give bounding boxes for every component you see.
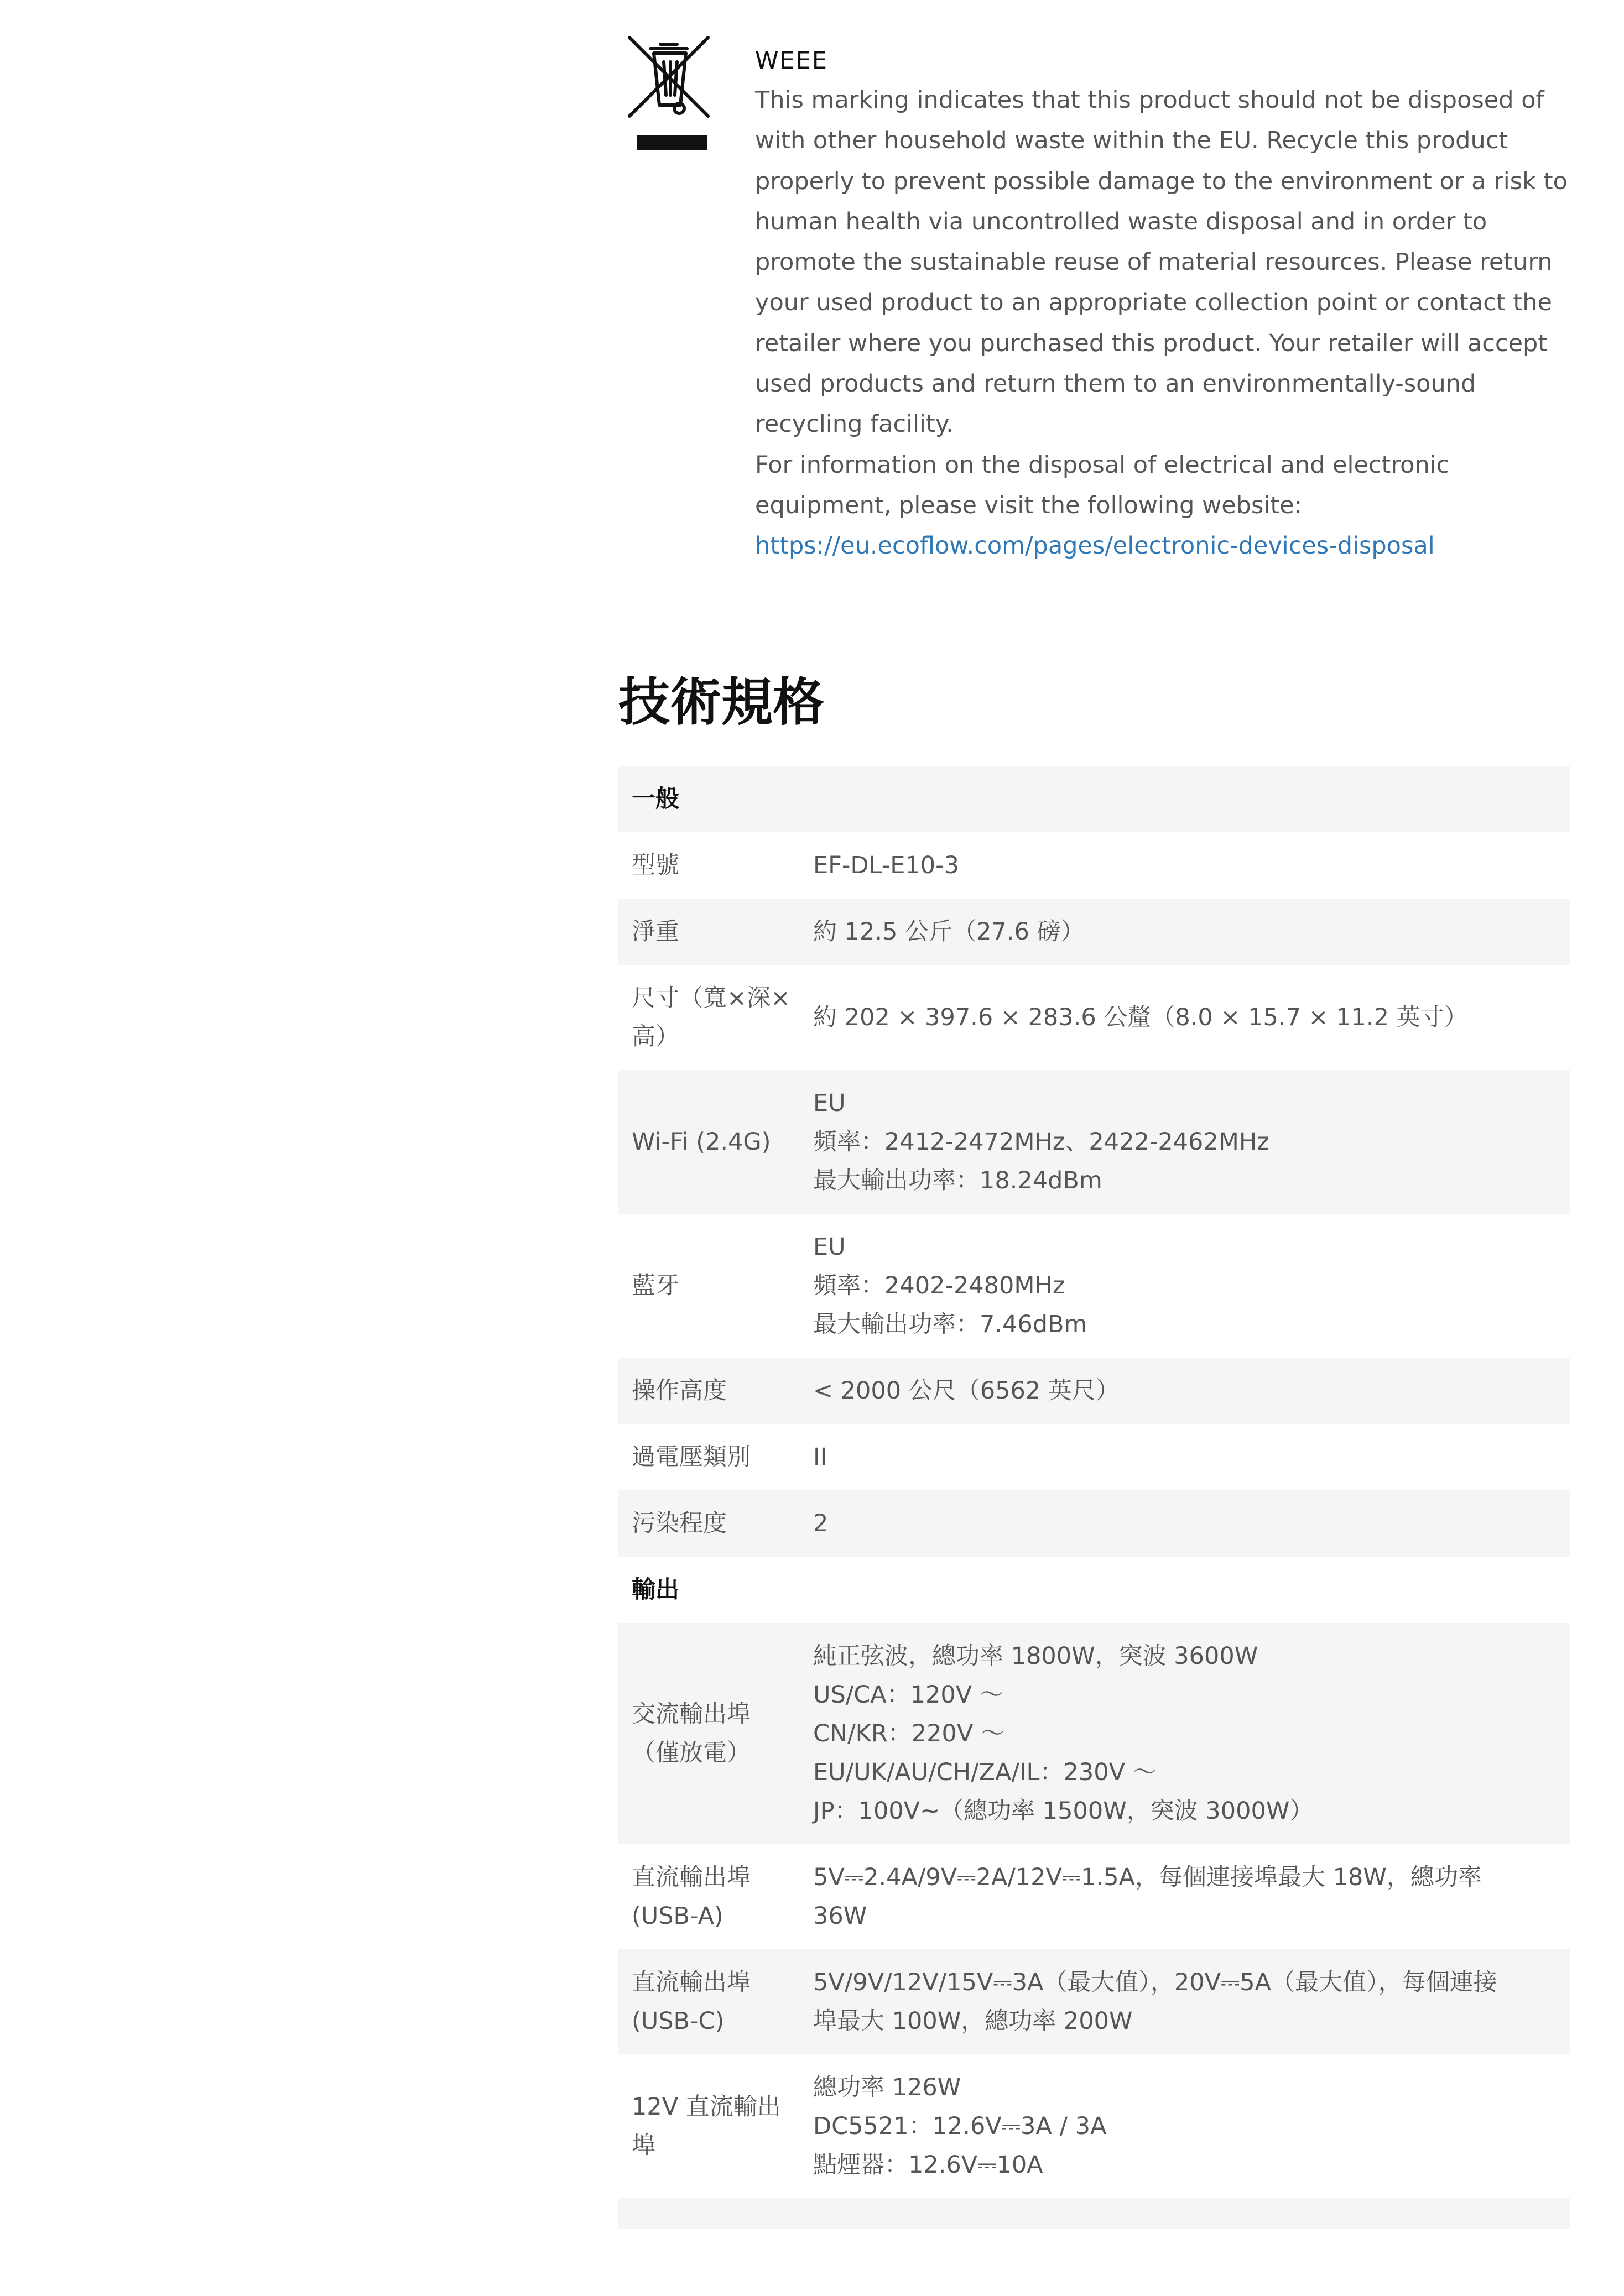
spec-value-line: 5V⎓2.4A/9V⎓2A/12V⎓1.5A，每個連接埠最大 18W，總功率 (813, 1864, 1482, 1891)
table-continuation-row (618, 2198, 1570, 2229)
spec-key-line: 12V 直流輸出 (632, 2093, 781, 2121)
spec-key-line: 尺寸（寬×深× (632, 984, 791, 1012)
weee-line: retailer where you purchased this product. Your retailer will accept (755, 329, 1548, 357)
spec-value-line: 純正弦波，總功率 1800W，突波 3600W (813, 1642, 1258, 1670)
spec-key-line: （僅放電） (632, 1739, 751, 1767)
weee-bin-icon (625, 33, 723, 156)
spec-key-line: (USB-C) (632, 2007, 725, 2035)
spec-value-line: CN/KR：220V ～ (813, 1720, 1004, 1747)
spec-key (618, 1858, 813, 1935)
spec-value: EF-DL-E10-3 (813, 852, 960, 879)
spec-title: 技術規格 (618, 672, 824, 732)
spec-value-line: US/CA：120V ～ (813, 1681, 1003, 1709)
spec-key: 淨重 (632, 918, 679, 946)
spec-row-dimensions (618, 965, 1570, 1070)
spec-table (618, 766, 1570, 2229)
spec-value-line: 點煙器：12.6V⎓10A (813, 2151, 1043, 2179)
spec-value (813, 1858, 1570, 1935)
spec-row-overvoltage (618, 1424, 1570, 1490)
spec-key (618, 1963, 813, 2041)
spec-value: 約 202 × 397.6 × 283.6 公釐（8.0 × 15.7 × 11.2 英寸） (813, 1004, 1468, 1031)
spec-value-line: DC5521：12.6V⎓3A / 3A (813, 2112, 1107, 2140)
section-header-general (618, 766, 1570, 832)
spec-value-line: 埠最大 100W，總功率 200W (813, 2007, 1133, 2035)
spec-value-line: EU (813, 1233, 846, 1261)
spec-key-line: 交流輸出埠 (632, 1700, 751, 1728)
weee-paragraph (755, 80, 1574, 526)
spec-row-usb-a (618, 1844, 1570, 1949)
spec-key-line: 埠 (632, 2132, 655, 2159)
spec-key: 型號 (632, 852, 679, 879)
spec-value: II (813, 1443, 827, 1471)
spec-row-dc12v (618, 2054, 1570, 2198)
spec-row-model (618, 832, 1570, 899)
spec-value-line: 頻率：2412-2472MHz、2422-2462MHz (813, 1128, 1269, 1156)
spec-row-pollution (618, 1490, 1570, 1557)
spec-value-line: EU/UK/AU/CH/ZA/IL：230V ～ (813, 1758, 1157, 1786)
weee-heading: WEEE (755, 47, 829, 75)
weee-line: human health via uncontrolled waste disposal and in order to (755, 207, 1487, 236)
spec-value-line: 最大輸出功率：18.24dBm (813, 1167, 1102, 1194)
spec-key (618, 979, 813, 1056)
spec-key (618, 2088, 813, 2165)
weee-line: equipment, please visit the following website: (755, 491, 1303, 519)
weee-line: used products and return them to an environmentally-sound (755, 370, 1476, 398)
spec-key: 過電壓類別 (632, 1443, 751, 1471)
weee-notice (755, 41, 1574, 567)
spec-value-line: 總功率 126W (813, 2074, 961, 2101)
spec-value: 2 (813, 1510, 829, 1537)
spec-value (813, 1637, 1570, 1830)
spec-value-line: 最大輸出功率：7.46dBm (813, 1311, 1087, 1338)
weee-line: This marking indicates that this product should not be disposed of (755, 86, 1544, 114)
spec-row-usb-c (618, 1949, 1570, 2054)
weee-line: properly to prevent possible damage to the environment or a risk to (755, 167, 1568, 195)
spec-key-line: 直流輸出埠 (632, 1864, 751, 1891)
spec-value: < 2000 公尺（6562 英尺） (813, 1377, 1120, 1405)
spec-value-line: 5V/9V/12V/15V⎓3A（最大值），20V⎓5A（最大值），每個連接 (813, 1969, 1497, 1996)
spec-row-wifi (618, 1070, 1570, 1214)
spec-key: 藍牙 (632, 1272, 679, 1300)
spec-value-line: EU (813, 1089, 846, 1117)
spec-value-line: 36W (813, 1902, 867, 1930)
weee-line: promote the sustainable reuse of material resources. Please return (755, 248, 1553, 276)
weee-line: your used product to an appropriate collection point or contact the (755, 289, 1552, 317)
weee-line: For information on the disposal of electrical and electronic (755, 451, 1450, 479)
spec-key: 操作高度 (632, 1377, 727, 1405)
spec-key-line: 直流輸出埠 (632, 1969, 751, 1996)
spec-row-weight (618, 899, 1570, 965)
spec-value-line: 頻率：2402-2480MHz (813, 1272, 1065, 1300)
spec-key: Wi-Fi (2.4G) (632, 1128, 771, 1156)
section-header-output (618, 1557, 1570, 1623)
spec-key-line: 高） (632, 1023, 679, 1051)
section-title: 輸出 (632, 1576, 679, 1604)
disposal-link[interactable]: https://eu.ecoflow.com/pages/electronic-devices-disposal (755, 532, 1435, 560)
spec-key-line: (USB-A) (632, 1902, 723, 1930)
weee-line: recycling facility. (755, 410, 954, 439)
spec-value: 約 12.5 公斤（27.6 磅） (813, 918, 1085, 946)
spec-value (813, 1228, 1570, 1344)
weee-line: with other household waste within the EU. Recycle this product (755, 127, 1508, 155)
spec-key: 污染程度 (632, 1510, 727, 1537)
spec-key (618, 1695, 813, 1772)
section-title: 一般 (632, 785, 679, 813)
spec-value (813, 1084, 1570, 1200)
spec-value (813, 2068, 1570, 2184)
spec-row-ac-output (618, 1623, 1570, 1844)
spec-value-line: JP：100V~（總功率 1500W，突波 3000W） (813, 1797, 1314, 1825)
spec-row-bluetooth (618, 1214, 1570, 1358)
spec-value (813, 1963, 1570, 2041)
spec-row-altitude (618, 1358, 1570, 1424)
